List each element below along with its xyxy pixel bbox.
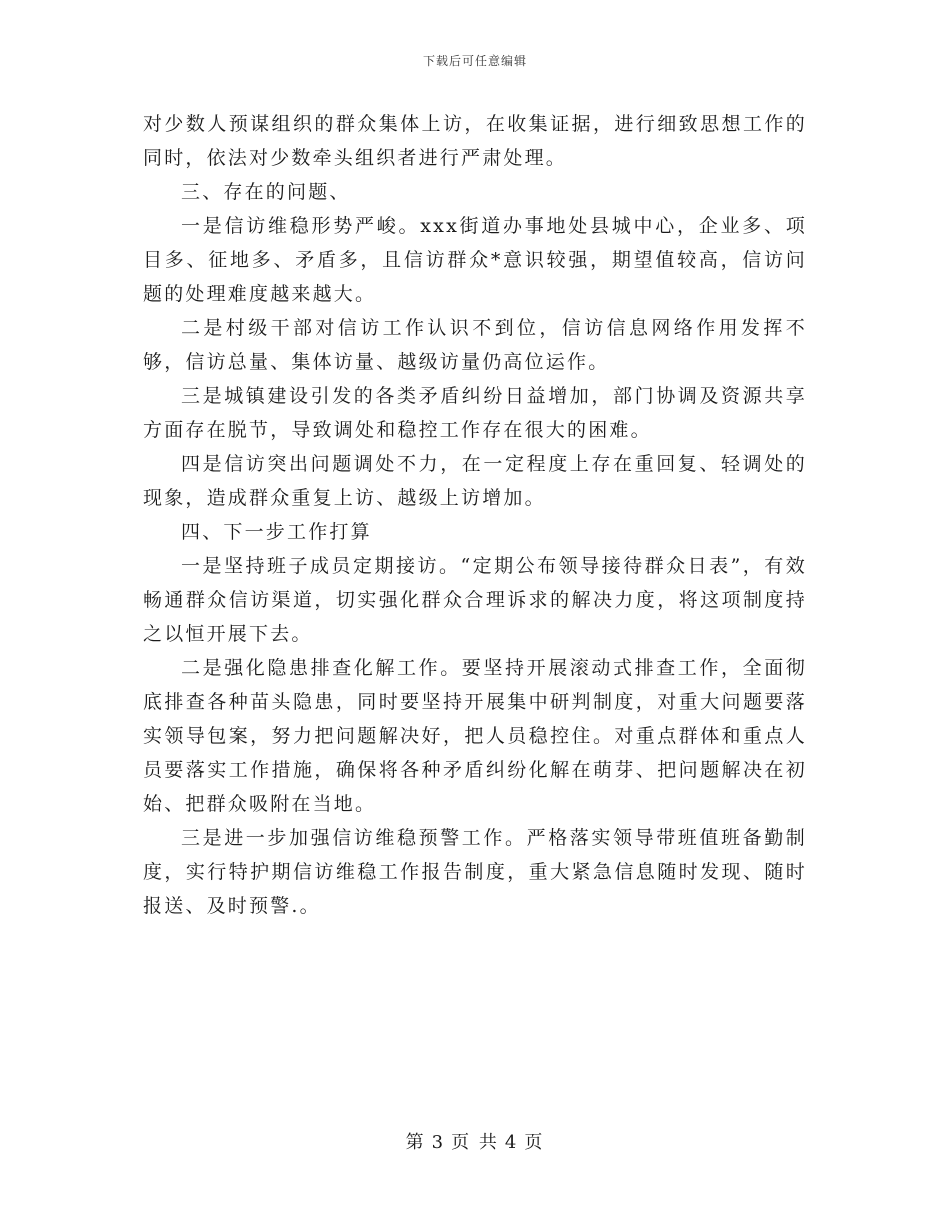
paragraph-problem-1: 一是信访维稳形势严峻。xxx街道办事地处县城中心，企业多、项目多、征地多、矛盾多，且信访群众*意识较强，期望值较高，信访问题的处理难度越来越大。 [143, 215, 807, 305]
paragraph-problem-3: 三是城镇建设引发的各类矛盾纠纷日益增加，部门协调及资源共享方面存在脱节，导致调处和稳控工作存在很大的困难。 [143, 385, 807, 441]
footer-suffix: 页 [524, 1132, 545, 1153]
paragraph-plan-2: 二是强化隐患排查化解工作。要坚持开展滚动式排查工作，全面彻底排查各种苗头隐患，同时要坚持开展集中研判制度，对重大问题要落实领导包案，努力把问题解决好，把人员稳控住。对重点群体和重点人员要落实工作措施，确保将各种矛盾纠纷化解在萌芽、把问题解决在初始、把群众吸附在当地。 [143, 657, 807, 815]
document-body [143, 107, 807, 923]
paragraph-problem-2: 二是村级干部对信访工作认识不到位，信访信息网络作用发挥不够，信访总量、集体访量、越级访量仍高位运作。 [143, 317, 807, 373]
footer-middle: 页 共 [451, 1132, 499, 1153]
page-header: 下载后可任意编辑 [422, 54, 527, 68]
paragraph-continuation: 对少数人预谋组织的群众集体上访，在收集证据，进行细致思想工作的同时，依法对少数牵头组织者进行严肃处理。 [143, 113, 807, 169]
section-heading-problems: 三、存在的问题、 [181, 181, 351, 203]
footer-prefix: 第 [405, 1132, 426, 1153]
page-footer [0, 1128, 950, 1154]
paragraph-problem-4: 四是信访突出问题调处不力，在一定程度上存在重回复、轻调处的现象，造成群众重复上访、越级上访增加。 [143, 453, 807, 509]
section-heading-next-steps: 四、下一步工作打算 [181, 521, 372, 543]
paragraph-plan-1: 一是坚持班子成员定期接访。“定期公布领导接待群众日表”，有效畅通群众信访渠道，切实强化群众合理诉求的解决力度，将这项制度持之以恒开展下去。 [143, 555, 807, 645]
current-page-number: 3 [431, 1132, 446, 1153]
total-page-count: 4 [504, 1132, 519, 1153]
paragraph-plan-3: 三是进一步加强信访维稳预警工作。严格落实领导带班值班备勤制度，实行特护期信访维稳工作报告制度，重大紧急信息随时发现、随时报送、及时预警.。 [143, 827, 807, 917]
